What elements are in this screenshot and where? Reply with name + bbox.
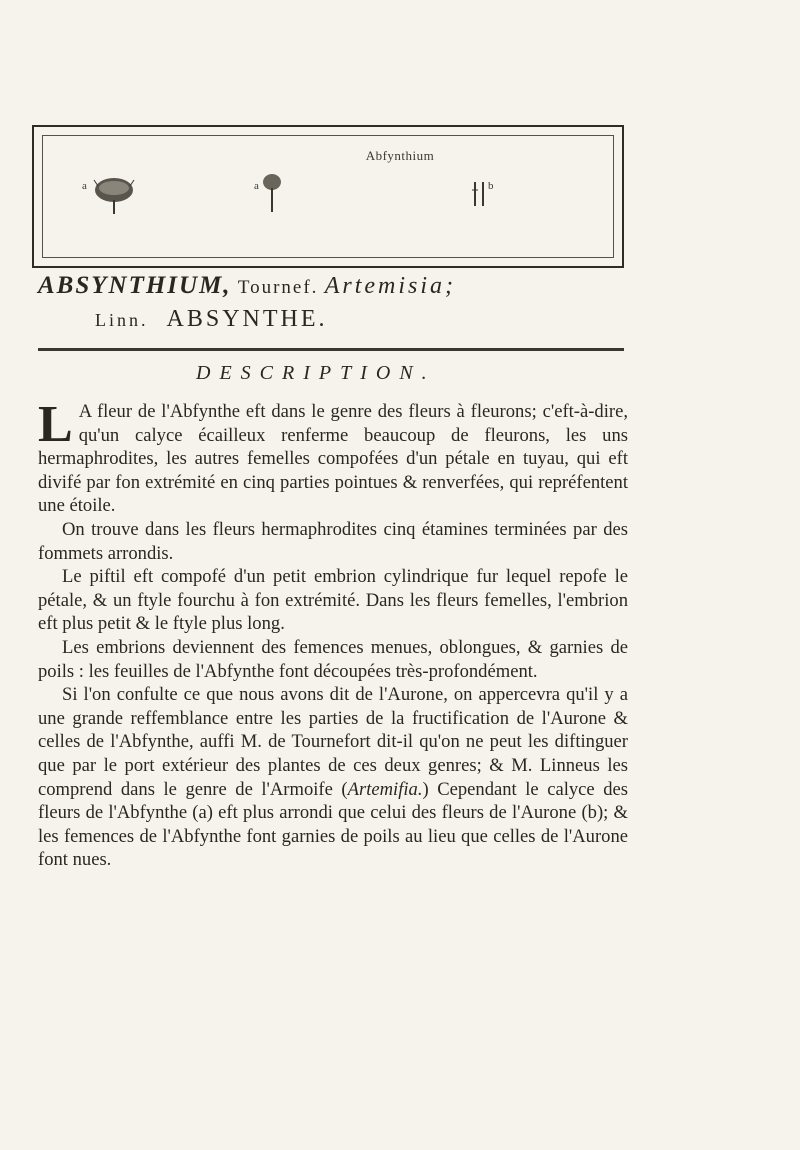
description-body (38, 396, 628, 872)
flower-head-illustration (92, 172, 136, 216)
paragraph-1 (38, 396, 628, 518)
paragraph-3: Le piftil eft compofé d'un petit embrion cylindrique fur lequel repofe le pétale, & un ftyle fourchu à fon extrémité. Dans les fleurs femelles, l'embrion eft plus petit & le ftyle plus long. (38, 566, 628, 635)
entry-heading (38, 270, 638, 304)
paragraph-4: Les embrions deviennent des femences menues, oblongues, & garnies de poils : les feuilles de l'Abfynthe font découpées très-profondément. (38, 636, 628, 682)
figure-label-a2: a (254, 180, 259, 192)
small-flower-illustration (260, 170, 284, 214)
paragraph-5-italic: Artemifia. (347, 778, 423, 800)
paragraph-5 (38, 683, 628, 872)
figure-label-a1: a (82, 180, 87, 192)
figure-label-b: b (488, 180, 494, 192)
section-title: DESCRIPTION. (196, 362, 436, 384)
linnaean-name: Artemisia; (324, 273, 457, 299)
author-linnaeus: Linn. (95, 310, 149, 330)
paragraph-2: On trouve dans les fleurs hermaphrodites cinq étamines terminées par des fommets arrondis. (38, 518, 628, 564)
heading-rule (38, 348, 624, 351)
author-tournefort: Tournef. (237, 277, 319, 298)
seed-illustration (470, 180, 490, 210)
genus-name: ABSYNTHIUM, (38, 272, 232, 299)
common-name: ABSYNTHE. (166, 306, 328, 332)
paragraph-5-text-b: ) Cependant le calyce des fleurs de l'Abfynthe (a) eft plus arrondi que celui des fleurs de l'Aurone (b); & les femences de l'Abfynthe font garnies de poils au lieu que celles de l'Aurone font nues. (38, 778, 628, 871)
drop-cap: L (38, 396, 73, 453)
plate-title: Abfynthium (365, 148, 435, 163)
entry-heading-line2 (95, 303, 695, 336)
paragraph-5-text-a: Si l'on confulte ce que nous avons dit de l'Aurone, on appercevra qu'il y a une grande reffemblance entre les parties de la fructification de l'Aurone & celles de l'Abfynthe, auffi M. de Tournefort dit-il qu'on ne peut les diftinguer que par le port extérieur des plantes de ces deux genres; & M. Linneus les comprend dans le genre de l'Armoife ( (38, 684, 628, 800)
paragraph-1-text: A fleur de l'Abfynthe eft dans le genre des fleurs à fleurons; c'eft-à-dire, qu'un calyce écailleux renferme beaucoup de fleurons, les uns hermaphrodites, les autres femelles compofées d'un pétale en tuyau, qui eft divifé par fon extrémité en cinq parties pointues & renverfées, qui repréfentent une étoile. (38, 401, 628, 517)
